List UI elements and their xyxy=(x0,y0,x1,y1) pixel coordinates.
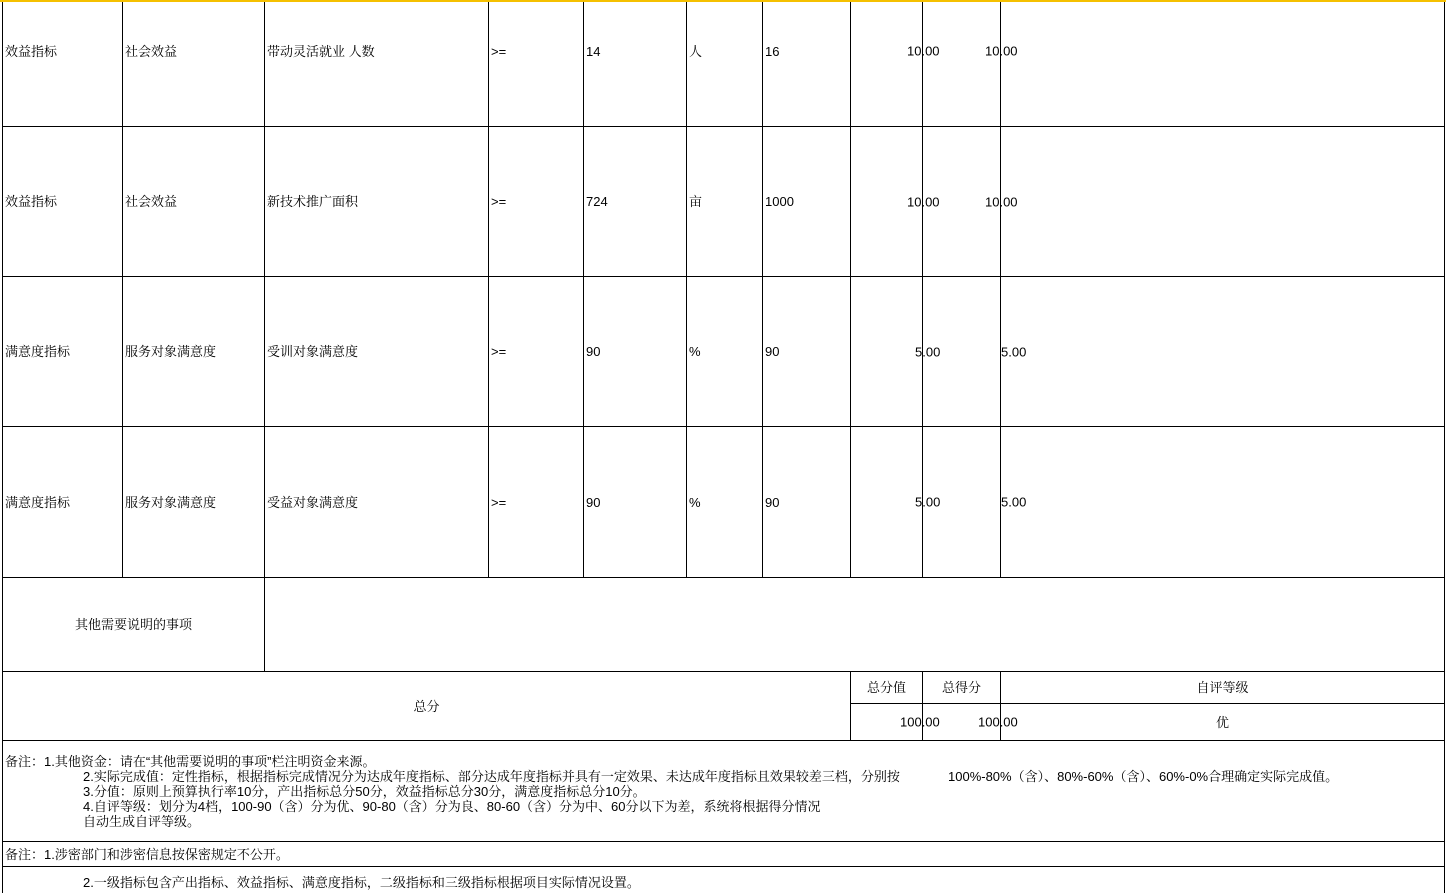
evaluation-remarks-row xyxy=(0,740,1446,842)
second-level-indicator: 社会效益 xyxy=(125,194,178,209)
actual-value: 90 xyxy=(765,494,780,510)
total-score: 100.00 xyxy=(978,714,1018,730)
operator-cell xyxy=(488,126,584,277)
indicator-row xyxy=(0,0,1446,127)
indicator-level-remark-row xyxy=(0,866,1446,893)
remark-confidentiality: 备注：1.涉密部门和涉密信息按保密规定不公开。 xyxy=(5,846,289,862)
weight-cell xyxy=(850,426,941,578)
comparison-operator: >= xyxy=(491,194,507,209)
indicator-row xyxy=(0,126,1446,277)
unit-cell xyxy=(686,126,763,277)
first-level-indicator: 满意度指标 xyxy=(5,494,71,510)
second-level-indicator-cell xyxy=(122,0,265,127)
weight-cell xyxy=(850,126,940,277)
deviation-analysis-cell xyxy=(1000,276,1445,427)
score-value: 5.00 xyxy=(1001,494,1027,510)
first-level-indicator-cell xyxy=(2,0,123,127)
weight-cell xyxy=(850,0,940,127)
actual-value-cell xyxy=(762,276,851,427)
total-value-cell xyxy=(850,703,940,741)
score-value: 10.00 xyxy=(985,194,1018,209)
summary-row xyxy=(0,671,1446,741)
actual-value-cell xyxy=(762,426,851,578)
second-level-indicator-cell xyxy=(122,276,265,427)
actual-value-cell xyxy=(762,0,851,127)
confidentiality-remark-cell xyxy=(2,841,1445,867)
deviation-analysis-cell xyxy=(1000,126,1445,277)
remark-line xyxy=(3,769,1444,784)
remark-line xyxy=(3,754,1444,769)
score-cell xyxy=(922,0,1018,127)
weight-value: 10.00 xyxy=(907,194,940,209)
third-level-indicator-cell xyxy=(264,276,489,427)
deviation-analysis-cell xyxy=(1000,0,1445,127)
remark-line xyxy=(3,814,1444,829)
remark-line xyxy=(3,784,1444,799)
third-level-indicator: 受训对象满意度 xyxy=(267,344,359,359)
weight-cell xyxy=(850,276,941,427)
remark-indicator-levels: 2.一级指标包含产出指标、效益指标、满意度指标，二级指标和三级指标根据项目实际情况设置。 xyxy=(83,875,640,890)
third-level-indicator: 受益对象满意度 xyxy=(267,494,359,510)
indicator-row xyxy=(0,426,1446,578)
first-level-indicator: 满意度指标 xyxy=(5,344,71,359)
second-level-indicator: 社会效益 xyxy=(125,43,178,59)
remark-other-funds: 备注：1.其他资金：请在“其他需要说明的事项”栏注明资金来源。 xyxy=(5,753,376,769)
evaluation-remarks-cell xyxy=(2,740,1445,842)
actual-value: 16 xyxy=(765,43,780,59)
score-cell xyxy=(922,426,1027,578)
actual-value: 1000 xyxy=(765,194,794,209)
measurement-unit: 亩 xyxy=(689,194,703,209)
total-value-header-cell xyxy=(850,671,923,704)
annual-target-value: 90 xyxy=(586,344,601,359)
confidentiality-remark-row xyxy=(0,841,1446,867)
second-level-indicator-cell xyxy=(122,426,265,578)
score-cell xyxy=(922,126,1018,277)
remark-grade-levels: 4.自评等级：划分为4档，100-90（含）分为优、90-80（含）分为良、80-60（含）分为中、60分以下为差，系统将根据得分情况 xyxy=(83,798,821,814)
total-score-header: 总得分 xyxy=(941,680,981,695)
actual-value: 90 xyxy=(765,344,780,359)
operator-cell xyxy=(488,0,584,127)
third-level-indicator: 新技术推广面积 xyxy=(267,194,359,209)
third-level-indicator-cell xyxy=(264,426,489,578)
second-level-indicator-cell xyxy=(122,126,265,277)
unit-cell xyxy=(686,0,763,127)
total-label: 总分 xyxy=(413,698,440,714)
total-value: 100.00 xyxy=(900,714,940,730)
second-level-indicator: 服务对象满意度 xyxy=(125,494,217,510)
self-grade: 优 xyxy=(1215,714,1229,730)
total-label-cell xyxy=(2,671,851,741)
first-level-indicator: 效益指标 xyxy=(5,43,58,59)
remark-actual-value-ranges: 100%-80%（含）、80%-60%（含）、60%-0%合理确定实际完成值。 xyxy=(948,768,1339,784)
comparison-operator: >= xyxy=(491,344,507,359)
annual-target-cell xyxy=(583,0,687,127)
score-value: 10.00 xyxy=(985,43,1018,59)
second-level-indicator: 服务对象满意度 xyxy=(125,344,217,359)
first-level-indicator-cell xyxy=(2,426,123,578)
other-matters-label-cell xyxy=(2,577,265,672)
other-matters-label: 其他需要说明的事项 xyxy=(74,617,192,632)
top-highlight-rule xyxy=(0,0,1446,2)
other-matters-content-cell xyxy=(264,577,1445,672)
third-level-indicator: 带动灵活就业 人数 xyxy=(267,43,375,59)
measurement-unit: % xyxy=(689,494,701,510)
annual-target-cell xyxy=(583,126,687,277)
remark-score-weights: 3.分值：原则上预算执行率10分，产出指标总分50分，效益指标总分30分，满意度指标总分10分。 xyxy=(83,783,646,799)
actual-value-cell xyxy=(762,126,851,277)
indicator-row xyxy=(0,276,1446,427)
self-grade-cell xyxy=(1000,703,1445,741)
self-grade-header: 自评等级 xyxy=(1196,680,1249,695)
first-level-indicator-cell xyxy=(2,276,123,427)
unit-cell xyxy=(686,276,763,427)
measurement-unit: 人 xyxy=(689,43,703,59)
weight-value: 10.00 xyxy=(907,43,940,59)
annual-target-value: 14 xyxy=(586,43,601,59)
remark-grade-auto: 自动生成自评等级。 xyxy=(83,813,201,829)
operator-cell xyxy=(488,426,584,578)
score-cell xyxy=(922,276,1027,427)
comparison-operator: >= xyxy=(491,43,507,59)
weight-value: 5.00 xyxy=(915,344,941,359)
score-value: 5.00 xyxy=(1001,344,1027,359)
first-level-indicator-cell xyxy=(2,126,123,277)
measurement-unit: % xyxy=(689,344,701,359)
annual-target-value: 90 xyxy=(586,494,601,510)
annual-target-cell xyxy=(583,426,687,578)
self-grade-header-cell xyxy=(1000,671,1445,704)
third-level-indicator-cell xyxy=(264,126,489,277)
total-score-cell xyxy=(922,703,1018,741)
annual-target-value: 724 xyxy=(586,194,608,209)
third-level-indicator-cell xyxy=(264,0,489,127)
weight-value: 5.00 xyxy=(915,494,941,510)
annual-target-cell xyxy=(583,276,687,427)
unit-cell xyxy=(686,426,763,578)
deviation-analysis-cell xyxy=(1000,426,1445,578)
total-score-header-cell xyxy=(922,671,1001,704)
comparison-operator: >= xyxy=(491,494,507,510)
remark-actual-value: 2.实际完成值：定性指标，根据指标完成情况分为达成年度指标、部分达成年度指标并具有一定效果、未达成年度指标且效果较差三档，分别按 xyxy=(83,768,900,784)
other-matters-row xyxy=(0,577,1446,672)
total-value-header: 总分值 xyxy=(866,680,906,695)
operator-cell xyxy=(488,276,584,427)
remark-line xyxy=(3,799,1444,814)
first-level-indicator: 效益指标 xyxy=(5,194,58,209)
indicator-level-remark-cell xyxy=(2,866,1445,893)
